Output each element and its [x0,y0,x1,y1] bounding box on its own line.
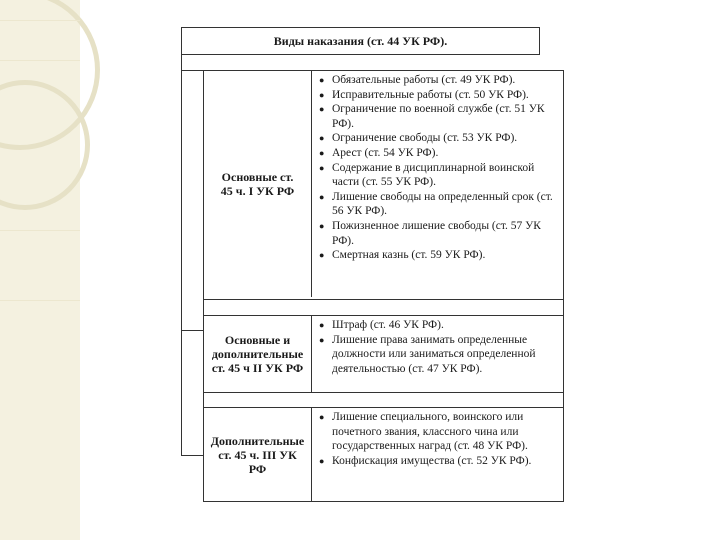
punishment-table [203,70,564,502]
list-item: ● Исправительные работы (ст. 50 УК РФ). [319,88,529,101]
bullet-icon: ● [319,104,325,115]
diagram-title: Виды наказания (ст. 44 УК РФ). [181,27,540,55]
bullet-icon: ● [319,89,325,100]
row-divider [204,299,563,300]
items-additional [312,408,563,501]
bullet-icon: ● [319,320,325,330]
category-label: Основные ст. 45 ч. I УК РФ [220,170,295,198]
bullet-icon: ● [319,250,325,261]
bullet-icon: ● [319,220,325,231]
list-item: ● Обязательные работы (ст. 49 УК РФ). [319,74,516,86]
bullet-icon: ● [319,455,325,466]
list-item: ● Лишение свободы на определенный срок (ст. 56 УК РФ). [319,190,553,218]
list-item: ● Ограничение по военной службе (ст. 51 УК РФ). [319,103,545,130]
category-main-and-additional [204,316,312,392]
list-item: ● Ограничение свободы (ст. 53 УК РФ). [319,132,518,145]
bullet-icon: ● [319,75,325,85]
bullet-icon: ● [319,133,325,144]
list-item: ● Конфискация имущества (ст. 52 УК РФ). [319,454,532,467]
list-item: ● Смертная казнь (ст. 59 УК РФ). [319,249,486,262]
bullet-icon: ● [319,412,325,422]
list-item: ● Лишение права занимать определенные должности или заниматься определенной деятельностью (ст. 47 УК РФ). [319,333,536,375]
decorative-stripe [0,300,80,301]
category-label: Основные и дополнительные ст. 45 ч II УК РФ [211,333,304,375]
list-item: ● Арест (ст. 54 УК РФ). [319,146,439,159]
items-main [312,71,563,297]
category-main [204,71,312,297]
category-additional [204,408,312,501]
bullet-icon: ● [319,147,325,158]
bullet-icon: ● [319,162,325,173]
connector-branch [181,70,204,71]
category-label: Дополнительные ст. 45 ч. III УК РФ [210,433,305,476]
connector-branch [181,330,204,331]
decorative-stripe [0,20,80,21]
bullet-icon: ● [319,334,325,345]
list-item: ● Штраф (ст. 46 УК РФ). [319,319,444,331]
decorative-stripe [0,60,80,61]
list-item: ● Содержание в дисциплинарной воинской части (ст. 55 УК РФ). [319,161,535,189]
items-main-and-additional [312,316,563,392]
bullet-icon: ● [319,191,325,202]
connector-vertical [181,55,182,455]
decorative-stripe [0,230,80,231]
list-item: ● Лишение специального, воинского или почетного звания, классного чина или государственных наград (ст. 48 УК РФ). [319,411,528,453]
decorative-side-band [0,0,80,540]
row-divider [204,392,563,393]
connector-branch [181,455,204,456]
list-item: ● Пожизненное лишение свободы (ст. 57 УК РФ). [319,219,541,247]
